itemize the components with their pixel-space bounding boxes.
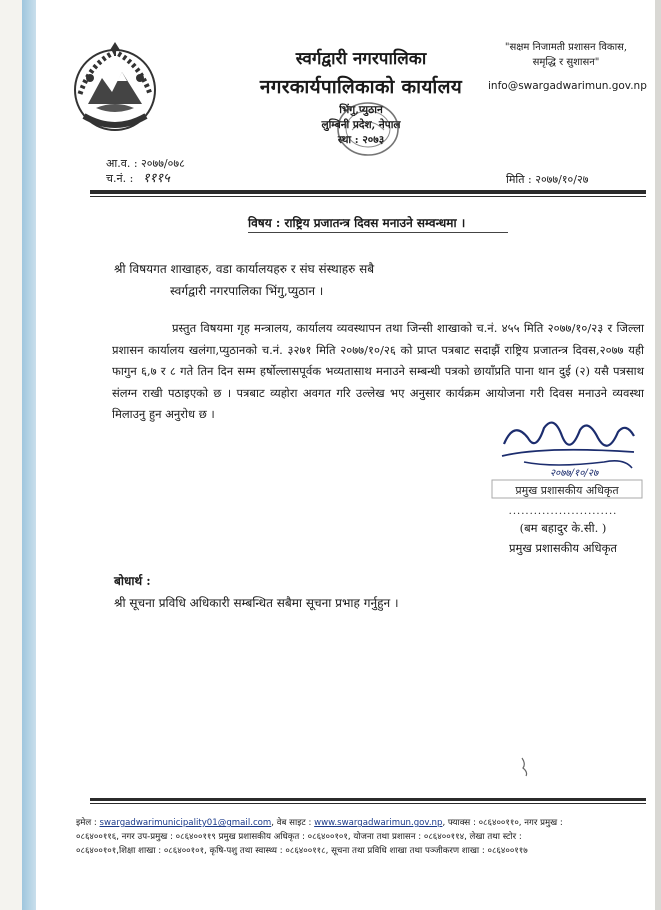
dispatch-sep: : [129, 172, 134, 185]
scan-edge-left [22, 0, 36, 910]
slogan [486, 40, 646, 70]
addressee-line: श्री विषयगत शाखाहरु, वडा कार्यालयहरु र संघ संस्थाहरु सबै [114, 262, 375, 276]
footer-email-label: इमेल : [76, 818, 97, 828]
slogan-line: "सक्षम निजामती प्रशासन विकास, [504, 42, 628, 53]
signature-icon [484, 416, 648, 502]
addressee-block [114, 258, 374, 302]
dispatch-number: १११५ [142, 171, 170, 186]
letter-page [36, 0, 655, 910]
footer-email-link[interactable]: swargadwarimunicipality01@gmail.com [99, 818, 272, 828]
office-seal-icon [336, 100, 400, 158]
slogan-line: समृद्धि र सुशासन" [532, 57, 600, 68]
dispatch-line [106, 171, 185, 186]
signer-name: (बम बहादुर के.सी. ) [519, 521, 607, 535]
address-line: स्था : २०७३ [337, 134, 385, 146]
nepal-emblem-icon [70, 42, 160, 134]
cc-title: बोधार्थ : [114, 574, 151, 588]
address-line: भिंगु,प्युठान [339, 104, 383, 116]
letter-date: मिति : २०७७/१०/२७ [506, 173, 589, 186]
org-name: स्वर्गद्वारी नगरपालिका [295, 49, 427, 69]
signer-block [468, 506, 658, 558]
header-rule-thin [90, 196, 646, 197]
footer-contact [76, 816, 648, 858]
footer-line: ०८६४००११६, नगर उप-प्रमुख : ०८६४००११९ प्रमुख प्रशासकीय अधिकृत : ०८६४००१०१, योजना तथा प्रशासन : ०८६४००११४, लेखा तथा स्टोर : [76, 832, 522, 842]
footer-rule [90, 798, 646, 801]
signature-handwritten-date: २०७७/१०/२७ [549, 468, 599, 479]
footer-line [76, 816, 648, 830]
footer-line1-rest: , फ्याक्स : ०८६४००११०, नगर प्रमुख : [442, 818, 563, 828]
footer-rule-thin [90, 803, 646, 804]
office-name: नगरकार्यपालिकाको कार्यालय [259, 76, 463, 98]
header-email: info@swargadwarimun.gov.np [488, 80, 647, 92]
fiscal-year: आ.व. : २०७७/०७८ [106, 157, 185, 170]
reference-block [106, 156, 185, 186]
footer-web-label: , वेब साइट : [271, 818, 312, 828]
signature-stamp-text: प्रमुख प्रशासकीय अधिकृत [515, 484, 619, 497]
signature-dots: .......................... [508, 506, 618, 517]
subject-line: विषय : राष्ट्रिय प्रजातन्त्र दिवस मनाउने सम्वन्धमा । [248, 216, 466, 230]
letter-body: प्रस्तुत विषयमा गृह मन्त्रालय, कार्यालय व्यवस्थापन तथा जिन्सी शाखाको च.नं. ४५५ मिति २०७७/१०/२३ र जिल्ला प्रशासन कार्यालय खलंगा,प्युठानको च.नं. ३२७१ मिति २०७७/१०/२६ को प्राप्त पत्रबाट सदाझैं राष्ट्रिय प्रजातन्त्र दिवस,२०७७ यही फागुन ६,७ र ८ गते तिन दिन सम्म हर्षोल्लासपूर्वक भव्यतासाथ मनाउने सम्बन्धी पत्रको छायाँप्रति पाना थान दुई (२) यसै पत्रसाथ संलग्न राखी पठाइएको छ । पत्रबाट व्यहोरा अवगत गरि उल्लेख भए अनुसार कार्यक्रम आयोजना गरी दिवस मनाउने व्यवस्था मिलाउनु हुन अनुरोध छ । [112, 321, 644, 421]
subject-underline [248, 232, 508, 233]
addressee-line: स्वर्गद्वारी नगरपालिका भिंगु,प्युठान । [170, 284, 324, 298]
signer-title: प्रमुख प्रशासकीय अधिकृत [509, 541, 617, 555]
pen-mark-icon [518, 756, 532, 778]
dispatch-label: च.नं. [106, 172, 127, 185]
address-line: लुम्बिनी प्रदेश, नेपाल [321, 119, 401, 131]
scan-edge-right [655, 0, 661, 910]
footer-website-link[interactable]: www.swargadwarimun.gov.np [314, 818, 443, 828]
header-rule [90, 190, 646, 194]
footer-line: ०८६४००१०१,शिक्षा शाखा : ०८६४००१०१, कृषि-पशु तथा स्वास्थ्य : ०८६४००११८, सूचना तथा प्रविधि शाखा तथा पञ्जीकरण शाखा : ०८६४००११७ [76, 846, 528, 856]
cc-line: श्री सूचना प्रविधि अधिकारी सम्बन्धित सबैमा सूचना प्रभाह गर्नुहुन । [114, 596, 399, 610]
